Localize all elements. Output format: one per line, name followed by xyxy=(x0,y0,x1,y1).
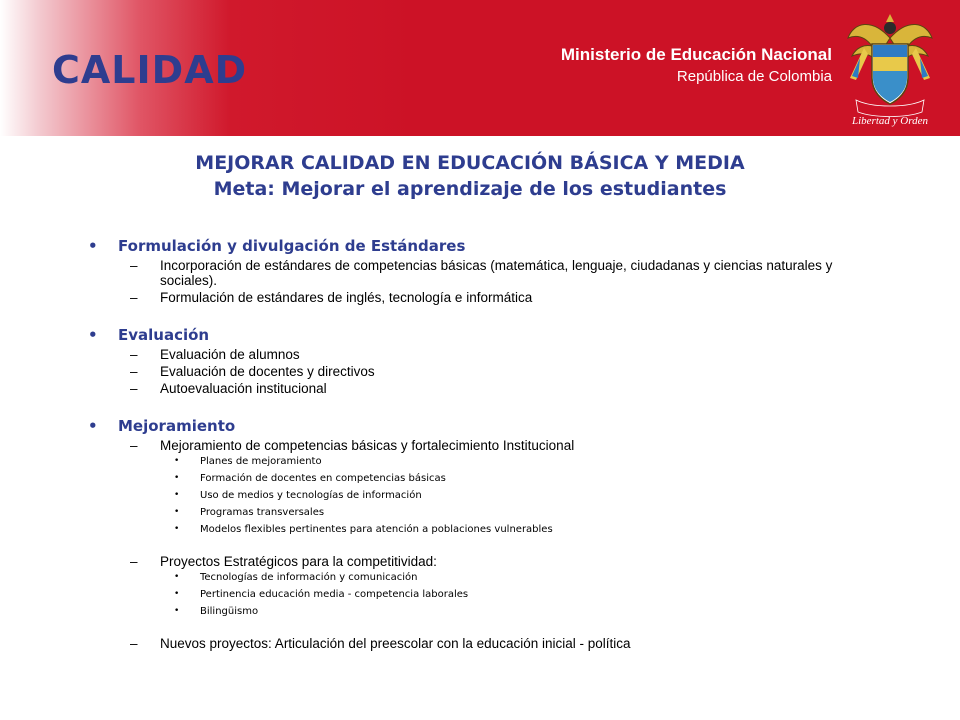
dash-icon: – xyxy=(130,258,138,273)
list-item xyxy=(88,290,888,305)
sublist-item: • Programas transversales xyxy=(200,504,888,521)
section-title: Evaluación xyxy=(118,326,210,344)
section-standards xyxy=(88,236,888,305)
content-outline xyxy=(88,236,888,665)
ministry-name: Ministerio de Educación Nacional xyxy=(560,45,832,64)
page-title: CALIDAD xyxy=(52,48,248,92)
seal-motto: Libertad y Orden xyxy=(852,115,928,127)
bullet-icon: • xyxy=(88,237,98,255)
list-item xyxy=(88,381,888,396)
item-text: Autoevaluación institucional xyxy=(160,381,327,396)
headline-main: MEJORAR CALIDAD EN EDUCACIÓN BÁSICA Y MEDIA xyxy=(195,152,745,174)
item-text: Nuevos proyectos: Articulación del preescolar con la educación inicial - política xyxy=(160,636,631,651)
bullet-icon: • xyxy=(88,417,98,435)
sublist-item: • Modelos flexibles pertinentes para atención a poblaciones vulnerables xyxy=(200,521,888,538)
sublist-item: • Tecnologías de información y comunicación xyxy=(200,569,888,586)
country-name: República de Colombia xyxy=(676,68,832,85)
bullet-icon: • xyxy=(174,456,180,466)
list-item xyxy=(88,347,888,362)
sublist-item: • Uso de medios y tecnologías de información xyxy=(200,487,888,504)
list-item xyxy=(88,636,888,651)
bullet-icon: • xyxy=(174,572,180,582)
item-text: Proyectos Estratégicos para la competitividad: xyxy=(160,554,437,569)
item-text: Formulación de estándares de inglés, tecnología e informática xyxy=(160,290,533,305)
sublist-item: • Pertinencia educación media - competencia laborales xyxy=(200,586,888,603)
coat-of-arms-icon xyxy=(842,8,938,130)
header-banner xyxy=(0,0,960,136)
dash-icon: – xyxy=(130,554,138,569)
section-heading xyxy=(88,236,888,256)
sublist-item: • Formación de docentes en competencias básicas xyxy=(200,470,888,487)
headline-goal: Meta: Mejorar el aprendizaje de los estudiantes xyxy=(213,178,727,200)
sublist-strategic xyxy=(88,569,888,620)
section-improvement xyxy=(88,416,888,651)
dash-icon: – xyxy=(130,347,138,362)
bullet-icon: • xyxy=(174,490,180,500)
bullet-icon: • xyxy=(88,326,98,344)
bullet-icon: • xyxy=(174,473,180,483)
dash-icon: – xyxy=(130,290,138,305)
section-evaluation xyxy=(88,325,888,396)
item-text: Incorporación de estándares de competencias básicas (matemática, lenguaje, ciudadanas y ciencias naturales y sociales). xyxy=(160,258,833,288)
section-title: Mejoramiento xyxy=(118,417,236,435)
section-heading xyxy=(88,325,888,345)
sublist-item: • Planes de mejoramiento xyxy=(200,453,888,470)
dash-icon: – xyxy=(130,438,138,453)
item-text: Evaluación de docentes y directivos xyxy=(160,364,375,379)
sublist-improvement xyxy=(88,453,888,538)
item-text: Evaluación de alumnos xyxy=(160,347,300,362)
dash-icon: – xyxy=(130,364,138,379)
bullet-icon: • xyxy=(174,606,180,616)
section-title: Formulación y divulgación de Estándares xyxy=(118,237,466,255)
dash-icon: – xyxy=(130,381,138,396)
section-heading xyxy=(88,416,888,436)
list-item xyxy=(88,364,888,379)
bullet-icon: • xyxy=(174,507,180,517)
ministry-label xyxy=(561,44,832,88)
headline xyxy=(0,150,940,202)
bullet-icon: • xyxy=(174,524,180,534)
list-item xyxy=(88,258,888,288)
list-item xyxy=(88,438,888,453)
item-text: Mejoramiento de competencias básicas y fortalecimiento Institucional xyxy=(160,438,575,453)
bullet-icon: • xyxy=(174,589,180,599)
list-item xyxy=(88,554,888,569)
dash-icon: – xyxy=(130,636,138,651)
sublist-item: • Bilingüismo xyxy=(200,603,888,620)
